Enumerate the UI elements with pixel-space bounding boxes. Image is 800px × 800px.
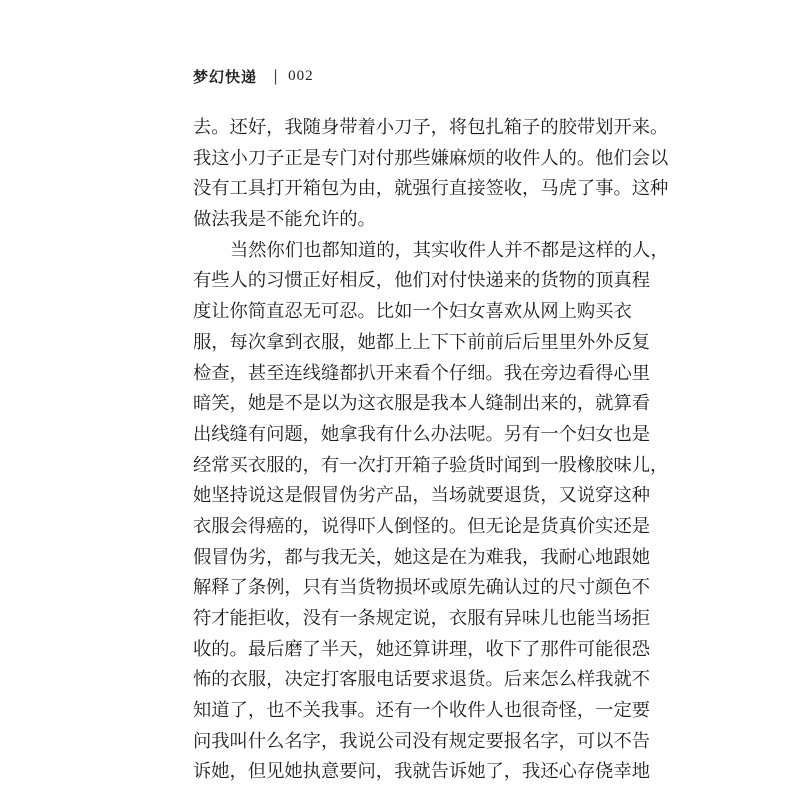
text-line: 知道了，也不关我事。还有一个收件人也很奇怪，一定要 [193,700,651,722]
text-line: 我这小刀子正是专门对付那些嫌麻烦的收件人的。他们会以 [193,147,669,169]
text-line: 经常买衣服的，有一次打开箱子验货时闻到一股橡胶味儿， [193,454,669,476]
text-line: 解释了条例，只有当货物损坏或原先确认过的尺寸颜色不 [193,577,651,599]
text-line: 暗笑，她是不是以为这衣服是我本人缝制出来的，就算看 [193,393,651,415]
book-title: 梦幻快递 [193,67,258,86]
text-line: 有些人的习惯正好相反，他们对付快递来的货物的顶真程 [193,270,651,292]
running-head [193,64,314,88]
text-line: 诉她，但见她执意要问，我就告诉她了，我还心存侥幸地 [193,761,651,783]
text-line: 检查，甚至连线缝都扒开来看个仔细。我在旁边看得心里 [193,362,651,384]
text-line: 衣服会得癌的，说得吓人倒怪的。但无论是货真价实还是 [193,515,651,537]
text-line: 她坚持说这是假冒伪劣产品，当场就要退货，又说穿这种 [193,485,651,507]
text-line: 问我叫什么名字，我说公司没有规定要报名字，可以不告 [193,730,651,752]
text-line: 符才能拒收，没有一条规定说，衣服有异味儿也能当场拒 [193,608,651,629]
text-line: 去。还好，我随身带着小刀子，将包扎箱子的胶带划开来。 [193,117,669,138]
text-line: 服，每次拿到衣服，她都上上下下前前后后里里外外反复 [193,331,651,353]
text-line: 没有工具打开箱包为由，就强行直接签收，马虎了事。这种 [193,178,669,200]
paragraph-first-line: 当然你们也都知道的，其实收件人并不都是这样的人， [230,239,669,261]
text-line: 度让你简直忍无可忍。比如一个妇女喜欢从网上购买衣 [193,301,632,323]
header-separator: | [273,67,279,85]
text-line: 假冒伪劣，都与我无关，她这是在为难我，我耐心地跟她 [193,546,651,568]
text-line: 出线缝有问题，她拿我有什么办法呢。另有一个妇女也是 [193,423,651,445]
text-line: 收的。最后磨了半天，她还算讲理，收下了那件可能很恐 [193,638,651,660]
page-number: 002 [288,67,314,84]
text-line: 怖的衣服，决定打客服电话要求退货。后来怎么样我就不 [193,669,651,691]
paragraph-last-line: 做法我是不能允许的。 [193,209,376,231]
body-text [193,113,669,788]
